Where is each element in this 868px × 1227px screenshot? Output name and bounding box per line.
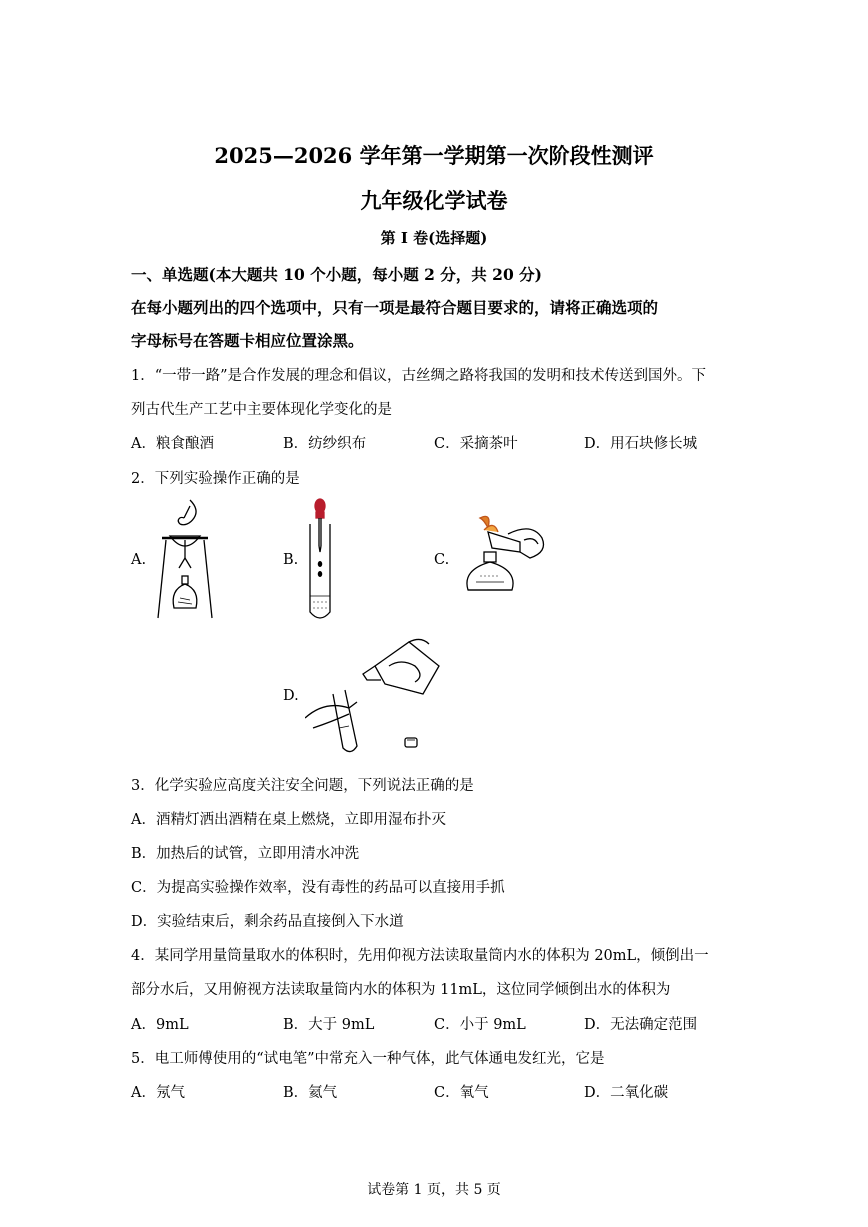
instruction-line-2: 字母标号在答题卡相应位置涂黑。 [131, 331, 364, 350]
volume-heading: 第 I 卷(选择题) [380, 229, 488, 247]
exam-subtitle: 九年级化学试卷 [360, 188, 508, 213]
pouring-liquid-figure [305, 636, 445, 756]
q1-option-d: D．用石块修长城 [584, 436, 698, 452]
page-footer: 试卷第 1 页，共 5 页 [367, 1182, 501, 1198]
q4-stem-line-1: 4．某同学用量筒量取水的体积时，先用仰视方法读取量筒内水的体积为 20mL，倾倒出一 [131, 948, 709, 964]
q5-option-c: C．氧气 [434, 1085, 489, 1101]
q3-option-d: D．实验结束后，剩余药品直接倒入下水道 [131, 914, 404, 930]
q1-stem-line-1: 1．“一带一路”是合作发展的理念和倡议，古丝绸之路将我国的发明和技术传送到国外。下 [131, 368, 707, 384]
q3-option-a: A．酒精灯洒出酒精在桌上燃烧，立即用湿布扑灭 [131, 812, 446, 828]
instruction-line-1: 在每小题列出的四个选项中，只有一项是最符合题目要求的，请将正确选项的 [131, 298, 659, 317]
q5-option-d: D．二氧化碳 [584, 1085, 669, 1101]
q4-option-a: A．9mL [131, 1017, 189, 1033]
q4-option-b: B．大于 9mL [283, 1017, 375, 1033]
q2-label-c: C. [434, 552, 450, 568]
q4-option-c: C．小于 9mL [434, 1017, 526, 1033]
lighting-alcohol-lamp-figure [458, 512, 553, 604]
evaporation-apparatus-figure [150, 498, 220, 620]
q3-stem: 3．化学实验应高度关注安全问题，下列说法正确的是 [131, 778, 474, 794]
q5-option-b: B．氦气 [283, 1085, 338, 1101]
q3-option-b: B．加热后的试管，立即用清水冲洗 [131, 846, 360, 862]
q1-stem-line-2: 列古代生产工艺中主要体现化学变化的是 [131, 402, 392, 418]
q1-option-b: B．纺纱织布 [283, 436, 367, 452]
q5-option-a: A．氖气 [131, 1085, 185, 1101]
dropper-test-tube-figure [305, 498, 335, 622]
q2-label-a: A. [131, 552, 147, 568]
q2-label-b: B. [283, 552, 299, 568]
q1-option-a: A．粮食酿酒 [131, 436, 214, 452]
q4-option-d: D．无法确定范围 [584, 1017, 698, 1033]
q3-option-c: C．为提高实验操作效率，没有毒性的药品可以直接用手抓 [131, 880, 505, 896]
q2-stem: 2．下列实验操作正确的是 [131, 471, 300, 487]
section-heading: 一、单选题(本大题共 10 个小题，每小题 2 分，共 20 分) [131, 265, 542, 284]
q2-label-d: D. [283, 688, 299, 704]
q1-option-c: C．采摘茶叶 [434, 436, 518, 452]
q4-stem-line-2: 部分水后，又用俯视方法读取量筒内水的体积为 11mL，这位同学倾倒出水的体积为 [131, 982, 671, 998]
exam-title: 2025—2026 学年第一学期第一次阶段性测评 [214, 143, 654, 168]
q5-stem: 5．电工师傅使用的“试电笔”中常充入一种气体，此气体通电发红光，它是 [131, 1051, 605, 1067]
